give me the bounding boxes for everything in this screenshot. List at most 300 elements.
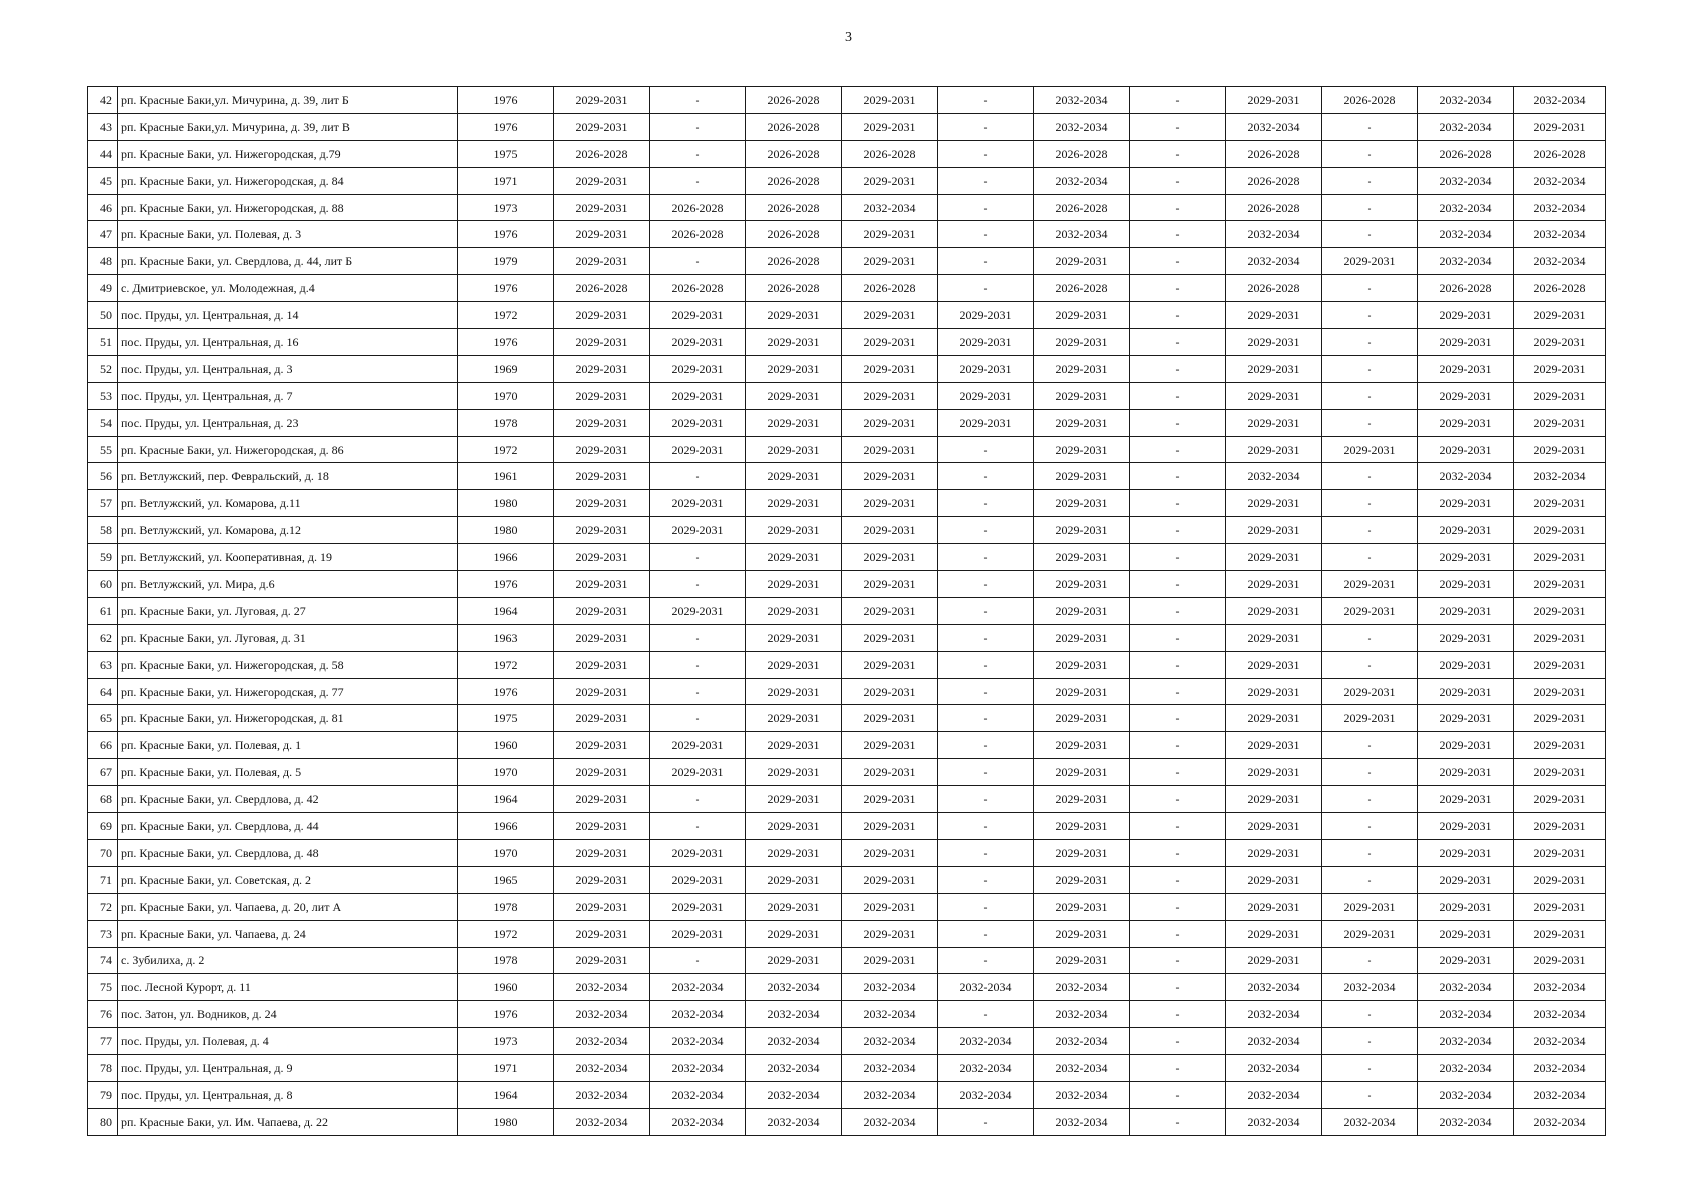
row-number-cell: 50 (88, 302, 118, 329)
period-cell-2: 2026-2028 (650, 194, 746, 221)
period-cell-3: 2029-2031 (746, 544, 842, 571)
period-cell-8: 2029-2031 (1226, 409, 1322, 436)
period-cell-7: - (1130, 839, 1226, 866)
period-cell-6: 2029-2031 (1034, 329, 1130, 356)
row-number-cell: 80 (88, 1108, 118, 1135)
period-cell-6: 2029-2031 (1034, 759, 1130, 786)
period-cell-3: 2029-2031 (746, 597, 842, 624)
period-cell-1: 2029-2031 (554, 813, 650, 840)
period-cell-1: 2029-2031 (554, 436, 650, 463)
period-cell-3: 2029-2031 (746, 355, 842, 382)
period-cell-10: 2032-2034 (1418, 1108, 1514, 1135)
table-row (88, 382, 1606, 409)
period-cell-5: - (938, 624, 1034, 651)
period-cell-9: - (1322, 194, 1418, 221)
period-cell-8: 2029-2031 (1226, 866, 1322, 893)
period-cell-2: 2026-2028 (650, 221, 746, 248)
table-row (88, 463, 1606, 490)
period-cell-8: 2029-2031 (1226, 597, 1322, 624)
period-cell-10: 2032-2034 (1418, 1028, 1514, 1055)
address-cell: пос. Лесной Курорт, д. 11 (118, 974, 458, 1001)
period-cell-5: 2029-2031 (938, 355, 1034, 382)
row-number-cell: 61 (88, 597, 118, 624)
period-cell-9: 2029-2031 (1322, 571, 1418, 598)
period-cell-3: 2029-2031 (746, 409, 842, 436)
period-cell-8: 2029-2031 (1226, 571, 1322, 598)
period-cell-3: 2029-2031 (746, 329, 842, 356)
period-cell-10: 2029-2031 (1418, 624, 1514, 651)
period-cell-6: 2026-2028 (1034, 194, 1130, 221)
period-cell-7: - (1130, 813, 1226, 840)
table-row (88, 140, 1606, 167)
address-cell: рп. Красные Баки,ул. Мичурина, д. 39, лит Б (118, 87, 458, 114)
year-cell: 1972 (458, 436, 554, 463)
table-row (88, 1028, 1606, 1055)
period-cell-7: - (1130, 329, 1226, 356)
period-cell-9: - (1322, 624, 1418, 651)
period-cell-8: 2029-2031 (1226, 436, 1322, 463)
period-cell-1: 2029-2031 (554, 597, 650, 624)
table-row (88, 759, 1606, 786)
period-cell-11: 2029-2031 (1514, 409, 1606, 436)
period-cell-7: - (1130, 167, 1226, 194)
period-cell-10: 2032-2034 (1418, 1001, 1514, 1028)
period-cell-4: 2029-2031 (842, 248, 938, 275)
period-cell-9: - (1322, 275, 1418, 302)
row-number-cell: 70 (88, 839, 118, 866)
period-cell-9: - (1322, 544, 1418, 571)
period-cell-7: - (1130, 490, 1226, 517)
period-cell-1: 2029-2031 (554, 759, 650, 786)
period-cell-8: 2029-2031 (1226, 355, 1322, 382)
period-cell-7: - (1130, 382, 1226, 409)
year-cell: 1980 (458, 517, 554, 544)
year-cell: 1976 (458, 87, 554, 114)
period-cell-6: 2032-2034 (1034, 1081, 1130, 1108)
period-cell-9: - (1322, 651, 1418, 678)
period-cell-2: - (650, 571, 746, 598)
period-cell-5: - (938, 947, 1034, 974)
address-cell: рп. Красные Баки, ул. Луговая, д. 27 (118, 597, 458, 624)
address-cell: рп. Красные Баки, ул. Луговая, д. 31 (118, 624, 458, 651)
period-cell-11: 2026-2028 (1514, 275, 1606, 302)
address-cell: с. Дмитриевское, ул. Молодежная, д.4 (118, 275, 458, 302)
period-cell-10: 2029-2031 (1418, 893, 1514, 920)
period-cell-3: 2029-2031 (746, 866, 842, 893)
period-cell-9: - (1322, 839, 1418, 866)
period-cell-7: - (1130, 786, 1226, 813)
period-cell-1: 2029-2031 (554, 302, 650, 329)
period-cell-1: 2029-2031 (554, 947, 650, 974)
period-cell-5: 2032-2034 (938, 1055, 1034, 1082)
period-cell-4: 2029-2031 (842, 436, 938, 463)
period-cell-7: - (1130, 87, 1226, 114)
table-row (88, 571, 1606, 598)
period-cell-6: 2032-2034 (1034, 974, 1130, 1001)
year-cell: 1972 (458, 920, 554, 947)
period-cell-1: 2029-2031 (554, 920, 650, 947)
period-cell-10: 2029-2031 (1418, 329, 1514, 356)
period-cell-10: 2032-2034 (1418, 194, 1514, 221)
table-row (88, 1055, 1606, 1082)
row-number-cell: 42 (88, 87, 118, 114)
period-cell-4: 2029-2031 (842, 624, 938, 651)
period-cell-6: 2029-2031 (1034, 678, 1130, 705)
period-cell-3: 2029-2031 (746, 893, 842, 920)
period-cell-6: 2032-2034 (1034, 1108, 1130, 1135)
period-cell-6: 2032-2034 (1034, 221, 1130, 248)
period-cell-10: 2029-2031 (1418, 517, 1514, 544)
period-cell-4: 2029-2031 (842, 167, 938, 194)
period-cell-5: - (938, 167, 1034, 194)
period-cell-9: - (1322, 786, 1418, 813)
period-cell-9: - (1322, 866, 1418, 893)
period-cell-10: 2029-2031 (1418, 571, 1514, 598)
period-cell-6: 2029-2031 (1034, 893, 1130, 920)
row-number-cell: 58 (88, 517, 118, 544)
period-cell-11: 2029-2031 (1514, 490, 1606, 517)
period-cell-6: 2029-2031 (1034, 436, 1130, 463)
period-cell-8: 2029-2031 (1226, 544, 1322, 571)
address-cell: рп. Красные Баки, ул. Полевая, д. 5 (118, 759, 458, 786)
period-cell-4: 2029-2031 (842, 705, 938, 732)
year-cell: 1980 (458, 490, 554, 517)
row-number-cell: 47 (88, 221, 118, 248)
period-cell-2: 2029-2031 (650, 490, 746, 517)
period-cell-5: 2032-2034 (938, 974, 1034, 1001)
period-cell-3: 2026-2028 (746, 248, 842, 275)
table-row (88, 517, 1606, 544)
period-cell-10: 2029-2031 (1418, 382, 1514, 409)
year-cell: 1964 (458, 786, 554, 813)
period-cell-8: 2029-2031 (1226, 517, 1322, 544)
period-cell-5: - (938, 732, 1034, 759)
period-cell-6: 2032-2034 (1034, 1055, 1130, 1082)
period-cell-10: 2026-2028 (1418, 275, 1514, 302)
year-cell: 1961 (458, 463, 554, 490)
period-cell-3: 2029-2031 (746, 436, 842, 463)
period-cell-6: 2029-2031 (1034, 732, 1130, 759)
period-cell-7: - (1130, 1028, 1226, 1055)
period-cell-1: 2029-2031 (554, 382, 650, 409)
table-row (88, 436, 1606, 463)
period-cell-8: 2032-2034 (1226, 974, 1322, 1001)
period-cell-8: 2029-2031 (1226, 651, 1322, 678)
period-cell-5: - (938, 866, 1034, 893)
period-cell-3: 2029-2031 (746, 732, 842, 759)
period-cell-11: 2029-2031 (1514, 329, 1606, 356)
period-cell-1: 2029-2031 (554, 463, 650, 490)
period-cell-5: - (938, 1001, 1034, 1028)
period-cell-7: - (1130, 275, 1226, 302)
period-cell-5: - (938, 651, 1034, 678)
period-cell-1: 2032-2034 (554, 1001, 650, 1028)
period-cell-3: 2029-2031 (746, 302, 842, 329)
table-row (88, 248, 1606, 275)
period-cell-5: - (938, 813, 1034, 840)
period-cell-3: 2029-2031 (746, 382, 842, 409)
period-cell-10: 2029-2031 (1418, 732, 1514, 759)
period-cell-5: - (938, 221, 1034, 248)
row-number-cell: 55 (88, 436, 118, 463)
period-cell-4: 2029-2031 (842, 813, 938, 840)
period-cell-5: - (938, 113, 1034, 140)
period-cell-10: 2029-2031 (1418, 786, 1514, 813)
period-cell-2: - (650, 624, 746, 651)
row-number-cell: 78 (88, 1055, 118, 1082)
period-cell-2: 2029-2031 (650, 920, 746, 947)
period-cell-9: - (1322, 517, 1418, 544)
period-cell-2: 2032-2034 (650, 1001, 746, 1028)
period-cell-1: 2029-2031 (554, 893, 650, 920)
table-row (88, 786, 1606, 813)
period-cell-3: 2029-2031 (746, 813, 842, 840)
period-cell-4: 2026-2028 (842, 140, 938, 167)
period-cell-4: 2029-2031 (842, 355, 938, 382)
period-cell-1: 2029-2031 (554, 87, 650, 114)
period-cell-8: 2029-2031 (1226, 705, 1322, 732)
period-cell-1: 2029-2031 (554, 113, 650, 140)
period-cell-10: 2029-2031 (1418, 759, 1514, 786)
period-cell-5: - (938, 786, 1034, 813)
row-number-cell: 65 (88, 705, 118, 732)
period-cell-10: 2029-2031 (1418, 436, 1514, 463)
period-cell-6: 2029-2031 (1034, 839, 1130, 866)
period-cell-5: - (938, 1108, 1034, 1135)
period-cell-10: 2032-2034 (1418, 87, 1514, 114)
address-cell: пос. Пруды, ул. Центральная, д. 23 (118, 409, 458, 436)
period-cell-4: 2032-2034 (842, 974, 938, 1001)
period-cell-4: 2029-2031 (842, 571, 938, 598)
period-cell-10: 2029-2031 (1418, 678, 1514, 705)
period-cell-11: 2029-2031 (1514, 355, 1606, 382)
period-cell-5: 2029-2031 (938, 329, 1034, 356)
year-cell: 1976 (458, 1001, 554, 1028)
period-cell-7: - (1130, 409, 1226, 436)
row-number-cell: 56 (88, 463, 118, 490)
period-cell-8: 2029-2031 (1226, 87, 1322, 114)
period-cell-7: - (1130, 221, 1226, 248)
period-cell-9: 2032-2034 (1322, 974, 1418, 1001)
period-cell-2: 2029-2031 (650, 839, 746, 866)
address-cell: рп. Красные Баки, ул. Полевая, д. 1 (118, 732, 458, 759)
period-cell-3: 2026-2028 (746, 87, 842, 114)
period-cell-9: 2029-2031 (1322, 705, 1418, 732)
period-cell-6: 2029-2031 (1034, 544, 1130, 571)
period-cell-11: 2026-2028 (1514, 140, 1606, 167)
period-cell-10: 2029-2031 (1418, 302, 1514, 329)
period-cell-4: 2029-2031 (842, 329, 938, 356)
row-number-cell: 68 (88, 786, 118, 813)
period-cell-6: 2029-2031 (1034, 705, 1130, 732)
address-cell: рп. Ветлужский, ул. Комарова, д.11 (118, 490, 458, 517)
year-cell: 1975 (458, 705, 554, 732)
row-number-cell: 51 (88, 329, 118, 356)
year-cell: 1976 (458, 329, 554, 356)
period-cell-10: 2029-2031 (1418, 705, 1514, 732)
year-cell: 1976 (458, 113, 554, 140)
table-row (88, 355, 1606, 382)
period-cell-7: - (1130, 651, 1226, 678)
period-cell-10: 2026-2028 (1418, 140, 1514, 167)
period-cell-1: 2029-2031 (554, 732, 650, 759)
period-cell-5: 2032-2034 (938, 1028, 1034, 1055)
period-cell-8: 2029-2031 (1226, 382, 1322, 409)
period-cell-6: 2032-2034 (1034, 1028, 1130, 1055)
period-cell-3: 2029-2031 (746, 517, 842, 544)
year-cell: 1966 (458, 544, 554, 571)
table-row (88, 194, 1606, 221)
address-cell: рп. Красные Баки, ул. Чапаева, д. 24 (118, 920, 458, 947)
period-cell-11: 2032-2034 (1514, 248, 1606, 275)
period-cell-4: 2029-2031 (842, 221, 938, 248)
table-row (88, 1108, 1606, 1135)
period-cell-1: 2026-2028 (554, 275, 650, 302)
table-body (88, 87, 1606, 1136)
period-cell-1: 2032-2034 (554, 1081, 650, 1108)
period-cell-8: 2029-2031 (1226, 947, 1322, 974)
period-cell-2: - (650, 248, 746, 275)
period-cell-11: 2032-2034 (1514, 463, 1606, 490)
period-cell-9: 2029-2031 (1322, 248, 1418, 275)
year-cell: 1972 (458, 651, 554, 678)
period-cell-2: 2029-2031 (650, 355, 746, 382)
address-cell: рп. Ветлужский, ул. Мира, д.6 (118, 571, 458, 598)
address-cell: пос. Пруды, ул. Полевая, д. 4 (118, 1028, 458, 1055)
period-cell-1: 2029-2031 (554, 866, 650, 893)
period-cell-9: - (1322, 167, 1418, 194)
period-cell-2: 2029-2031 (650, 409, 746, 436)
period-cell-10: 2032-2034 (1418, 167, 1514, 194)
period-cell-8: 2029-2031 (1226, 893, 1322, 920)
period-cell-6: 2029-2031 (1034, 651, 1130, 678)
period-cell-5: 2032-2034 (938, 1081, 1034, 1108)
period-cell-2: - (650, 140, 746, 167)
period-cell-11: 2029-2031 (1514, 705, 1606, 732)
period-cell-2: 2032-2034 (650, 1108, 746, 1135)
row-number-cell: 76 (88, 1001, 118, 1028)
period-cell-4: 2029-2031 (842, 866, 938, 893)
year-cell: 1969 (458, 355, 554, 382)
year-cell: 1970 (458, 759, 554, 786)
period-cell-3: 2029-2031 (746, 490, 842, 517)
row-number-cell: 48 (88, 248, 118, 275)
period-cell-9: 2029-2031 (1322, 436, 1418, 463)
table-row (88, 87, 1606, 114)
period-cell-7: - (1130, 140, 1226, 167)
period-cell-5: - (938, 678, 1034, 705)
period-cell-11: 2029-2031 (1514, 382, 1606, 409)
period-cell-9: - (1322, 947, 1418, 974)
period-cell-4: 2029-2031 (842, 409, 938, 436)
period-cell-10: 2029-2031 (1418, 813, 1514, 840)
period-cell-1: 2029-2031 (554, 624, 650, 651)
period-cell-5: - (938, 490, 1034, 517)
table-row (88, 732, 1606, 759)
period-cell-11: 2029-2031 (1514, 544, 1606, 571)
address-cell: пос. Пруды, ул. Центральная, д. 3 (118, 355, 458, 382)
period-cell-6: 2029-2031 (1034, 248, 1130, 275)
period-cell-4: 2029-2031 (842, 302, 938, 329)
period-cell-6: 2026-2028 (1034, 140, 1130, 167)
period-cell-1: 2029-2031 (554, 409, 650, 436)
address-cell: рп. Красные Баки, ул. Полевая, д. 3 (118, 221, 458, 248)
row-number-cell: 53 (88, 382, 118, 409)
period-cell-2: 2029-2031 (650, 382, 746, 409)
row-number-cell: 72 (88, 893, 118, 920)
period-cell-9: - (1322, 732, 1418, 759)
period-cell-11: 2032-2034 (1514, 87, 1606, 114)
period-cell-10: 2029-2031 (1418, 409, 1514, 436)
period-cell-3: 2026-2028 (746, 221, 842, 248)
period-cell-7: - (1130, 1055, 1226, 1082)
address-cell: рп. Ветлужский, ул. Комарова, д.12 (118, 517, 458, 544)
period-cell-11: 2029-2031 (1514, 113, 1606, 140)
table-row (88, 490, 1606, 517)
period-cell-9: - (1322, 1055, 1418, 1082)
period-cell-5: - (938, 517, 1034, 544)
address-cell: с. Зубилиха, д. 2 (118, 947, 458, 974)
period-cell-9: 2029-2031 (1322, 920, 1418, 947)
period-cell-9: - (1322, 759, 1418, 786)
period-cell-3: 2029-2031 (746, 463, 842, 490)
period-cell-11: 2029-2031 (1514, 678, 1606, 705)
period-cell-9: - (1322, 490, 1418, 517)
address-cell: пос. Затон, ул. Водников, д. 24 (118, 1001, 458, 1028)
row-number-cell: 44 (88, 140, 118, 167)
period-cell-6: 2029-2031 (1034, 409, 1130, 436)
period-cell-11: 2029-2031 (1514, 517, 1606, 544)
period-cell-3: 2026-2028 (746, 167, 842, 194)
row-number-cell: 69 (88, 813, 118, 840)
period-cell-4: 2029-2031 (842, 947, 938, 974)
period-cell-7: - (1130, 678, 1226, 705)
period-cell-7: - (1130, 947, 1226, 974)
period-cell-11: 2029-2031 (1514, 947, 1606, 974)
period-cell-7: - (1130, 436, 1226, 463)
period-cell-2: 2029-2031 (650, 329, 746, 356)
table-row (88, 920, 1606, 947)
table-row (88, 893, 1606, 920)
period-cell-2: 2029-2031 (650, 597, 746, 624)
row-number-cell: 62 (88, 624, 118, 651)
period-cell-11: 2029-2031 (1514, 893, 1606, 920)
period-cell-2: - (650, 113, 746, 140)
period-cell-10: 2029-2031 (1418, 355, 1514, 382)
address-cell: пос. Пруды, ул. Центральная, д. 14 (118, 302, 458, 329)
period-cell-5: 2029-2031 (938, 382, 1034, 409)
table-row (88, 839, 1606, 866)
year-cell: 1972 (458, 302, 554, 329)
period-cell-8: 2029-2031 (1226, 678, 1322, 705)
period-cell-8: 2032-2034 (1226, 1028, 1322, 1055)
period-cell-5: - (938, 705, 1034, 732)
period-cell-5: - (938, 759, 1034, 786)
row-number-cell: 79 (88, 1081, 118, 1108)
period-cell-5: - (938, 839, 1034, 866)
period-cell-6: 2032-2034 (1034, 87, 1130, 114)
period-cell-8: 2029-2031 (1226, 786, 1322, 813)
period-cell-3: 2032-2034 (746, 1108, 842, 1135)
year-cell: 1976 (458, 221, 554, 248)
period-cell-2: - (650, 786, 746, 813)
period-cell-3: 2029-2031 (746, 920, 842, 947)
address-cell: рп. Ветлужский, ул. Кооперативная, д. 19 (118, 544, 458, 571)
period-cell-10: 2029-2031 (1418, 490, 1514, 517)
period-cell-1: 2029-2031 (554, 194, 650, 221)
period-cell-2: - (650, 678, 746, 705)
year-cell: 1973 (458, 1028, 554, 1055)
